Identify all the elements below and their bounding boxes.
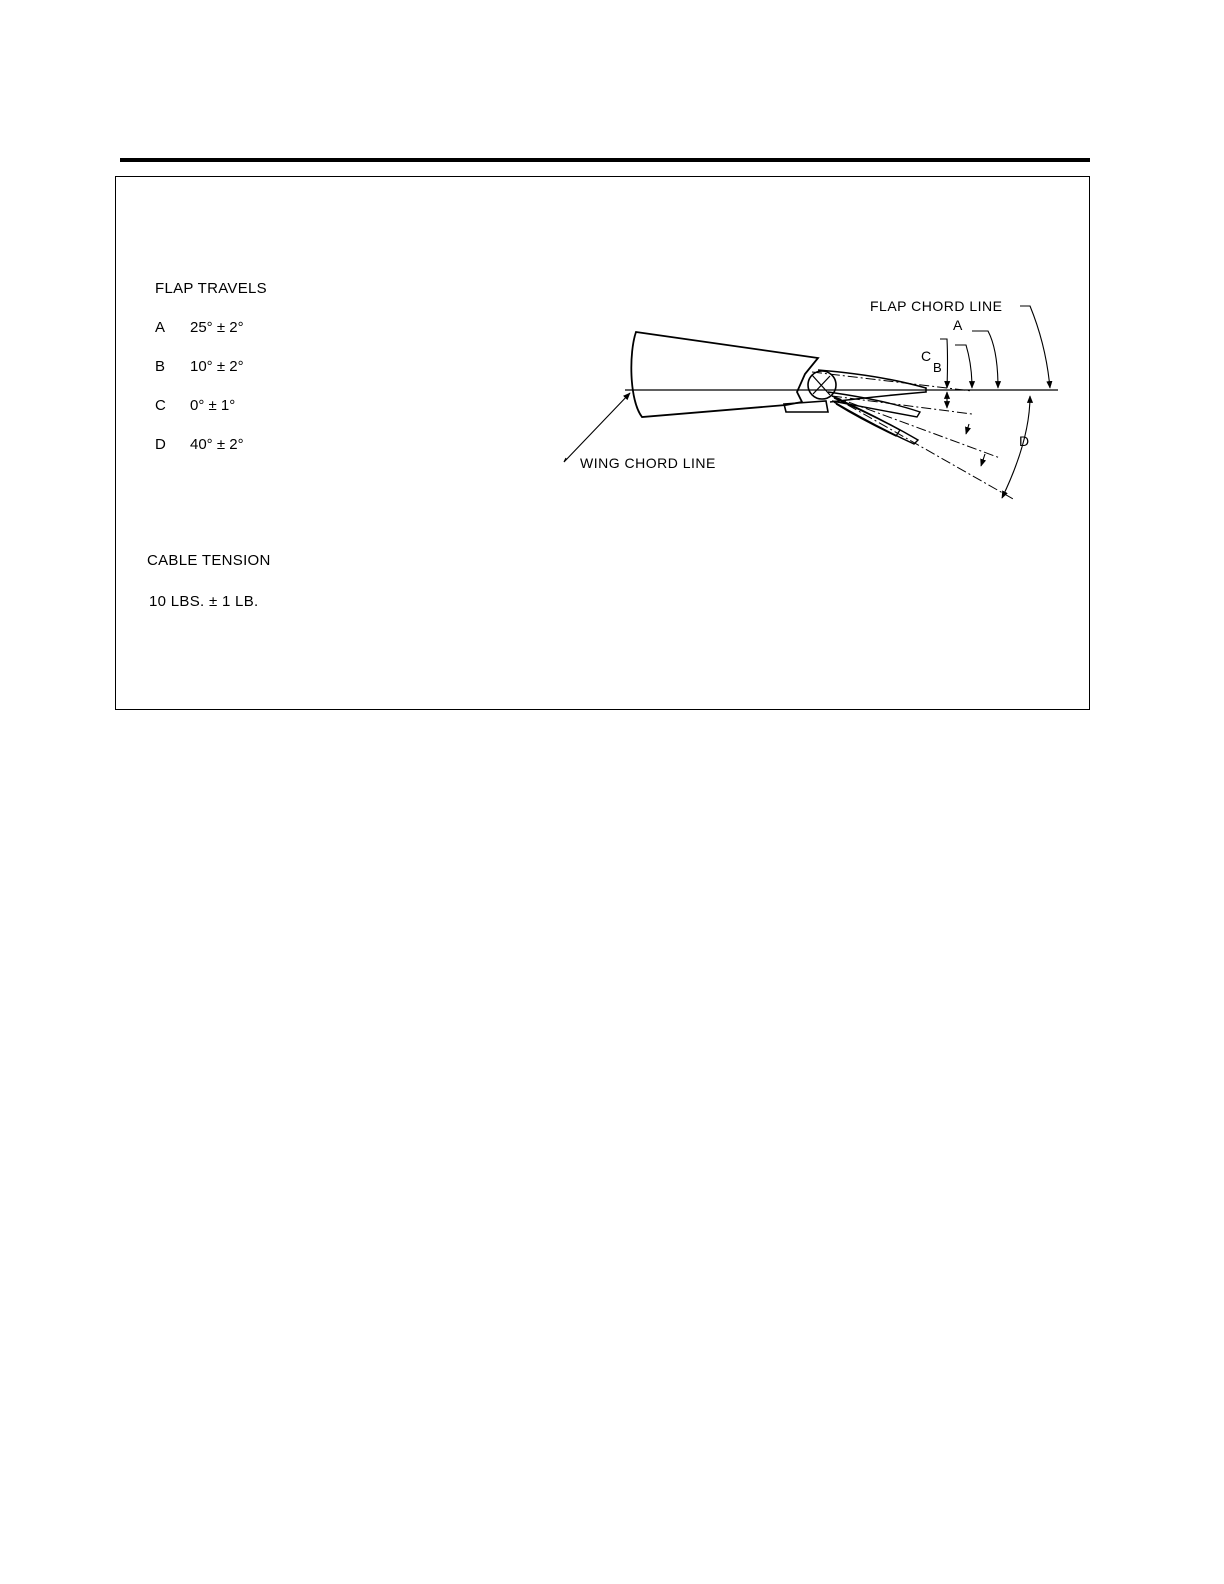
legend-value: 25° ± 2° xyxy=(190,319,244,336)
cable-tension-heading: CABLE TENSION xyxy=(147,552,271,569)
legend-letter: C xyxy=(155,397,166,414)
legend-value: 40° ± 2° xyxy=(190,436,244,453)
flap-chord-line-label: FLAP CHORD LINE xyxy=(870,298,1003,314)
legend-letter: D xyxy=(155,436,166,453)
wing-lower-tab xyxy=(784,401,828,412)
flap-position-b xyxy=(828,392,920,417)
legend-value: 0° ± 1° xyxy=(190,397,236,414)
label-b: B xyxy=(933,360,943,375)
flap-travels-heading: FLAP TRAVELS xyxy=(155,280,267,297)
cable-tension-value: 10 LBS. ± 1 LB. xyxy=(149,593,259,610)
legend-letter: A xyxy=(155,319,166,336)
label-a: A xyxy=(953,317,963,333)
legend-value: 10° ± 2° xyxy=(190,358,244,375)
legend-letter: B xyxy=(155,358,166,375)
wing-chord-line-label: WING CHORD LINE xyxy=(580,455,716,471)
label-c: C xyxy=(921,348,932,364)
label-d: D xyxy=(1019,433,1030,449)
